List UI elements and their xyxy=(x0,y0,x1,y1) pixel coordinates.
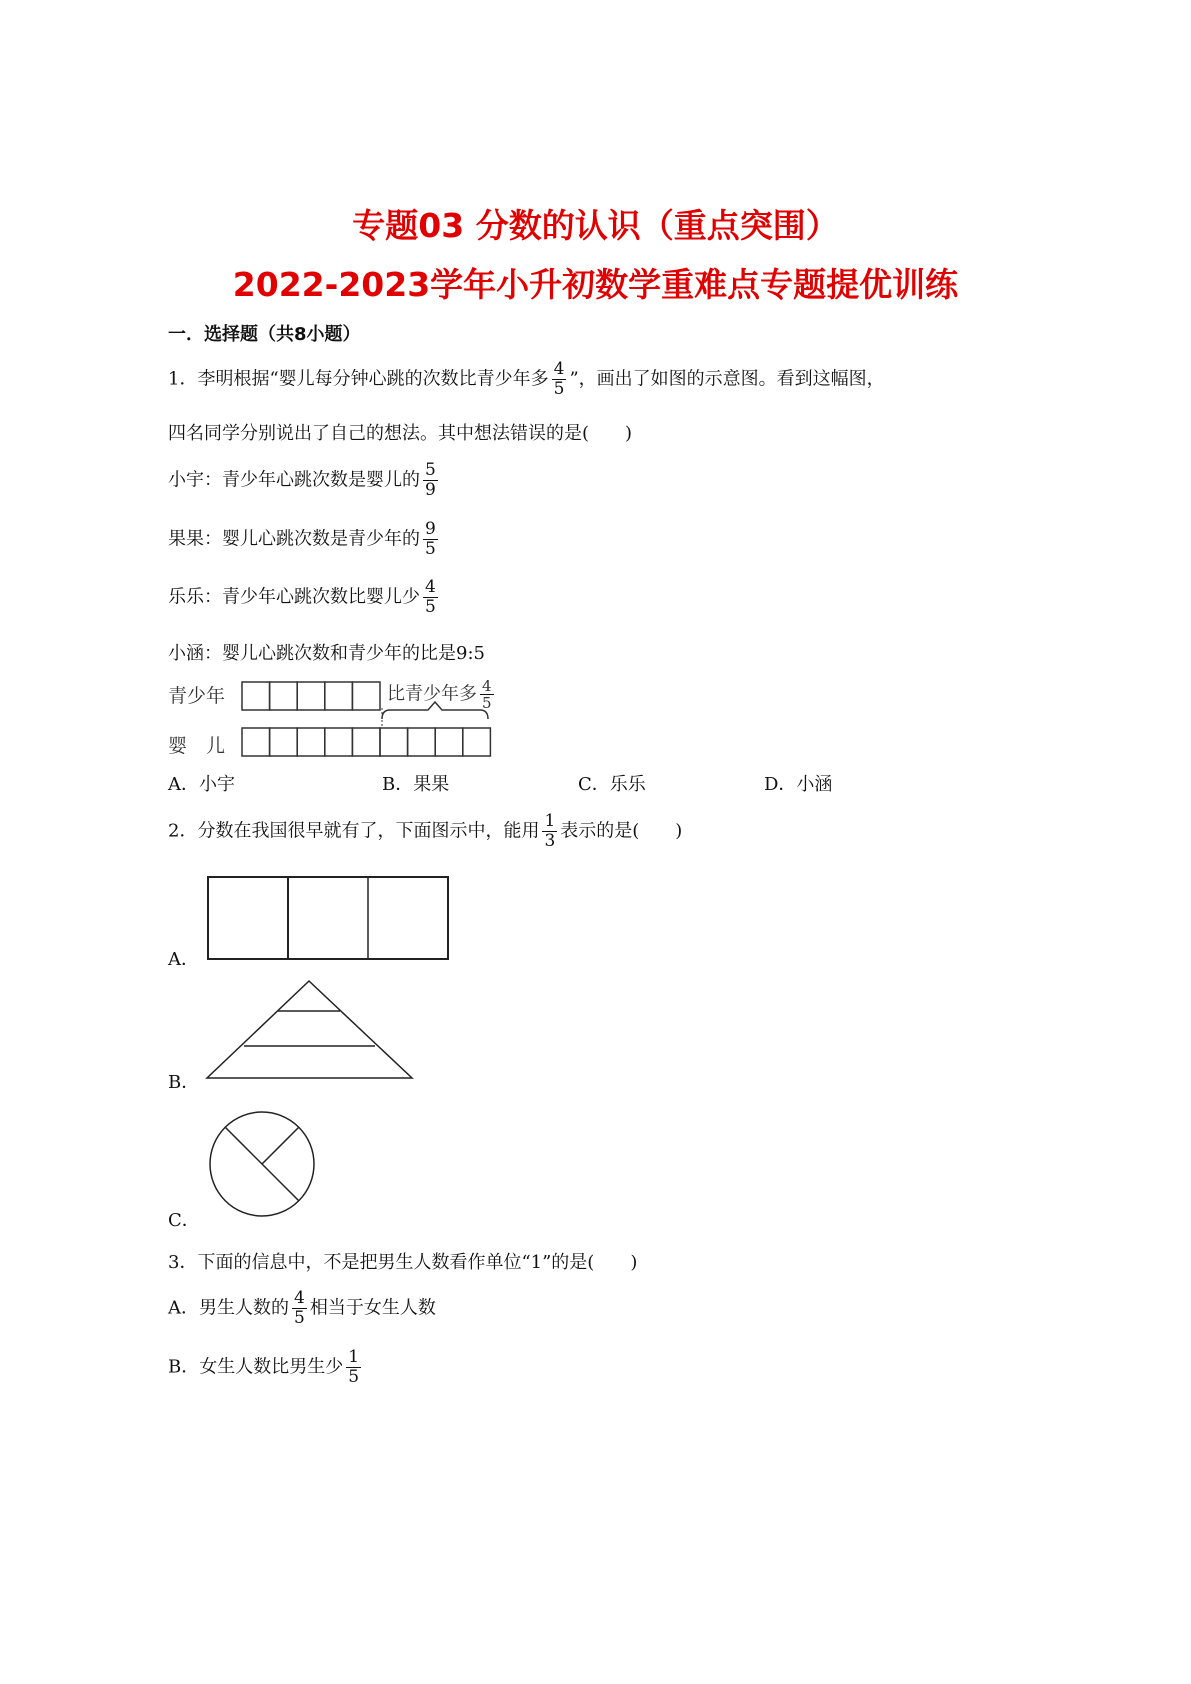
baby-cell xyxy=(463,728,491,756)
teen-cell xyxy=(297,682,325,710)
title-line-1: 专题03 分数的认识（重点突围） xyxy=(352,206,839,245)
baby-cell xyxy=(435,728,463,756)
baby-cell xyxy=(380,728,408,756)
baby-cell xyxy=(352,728,380,756)
fraction: $\frac{4}{5}$ xyxy=(553,359,565,399)
teen-cell xyxy=(270,682,298,710)
opinion-guoguo: 果果：婴儿心跳次数是青少年的 $\frac{9}{5}$ xyxy=(168,519,436,559)
q2-option-b[interactable]: B． xyxy=(168,1072,200,1093)
figure-circle xyxy=(206,1108,318,1220)
q1-text-line2: 四名同学分别说出了自己的想法。其中想法错误的是( ) xyxy=(168,423,633,444)
teen-cell xyxy=(325,682,353,710)
figure-triangle xyxy=(204,978,416,1082)
q3-option-a[interactable]: A．男生人数的 $\frac{4}{5}$ 相当于女生人数 xyxy=(168,1288,436,1328)
q1-option-d[interactable]: D．小涵 xyxy=(764,774,833,795)
q3-option-b[interactable]: B．女生人数比男生少 $\frac{1}{5}$ xyxy=(168,1347,360,1387)
baby-cell xyxy=(297,728,325,756)
q2-option-c[interactable]: C． xyxy=(168,1210,200,1231)
title-line-2: 2022-2023学年小升初数学重难点专题提优训练 xyxy=(232,265,959,304)
brace xyxy=(382,702,488,719)
baby-cell xyxy=(325,728,353,756)
bar-diagram xyxy=(240,677,500,760)
q3-text: 3．下面的信息中，不是把男生人数看作单位“1”的是( ) xyxy=(168,1252,638,1273)
opinion-xiaoyu: 小宇：青少年心跳次数是婴儿的 $\frac{5}{9}$ xyxy=(168,460,436,500)
teen-cell xyxy=(242,682,270,710)
section-heading: 一．选择题（共8小题） xyxy=(168,324,361,345)
q1-option-b[interactable]: B．果果 xyxy=(382,774,450,795)
q2-option-a[interactable]: A． xyxy=(168,949,199,970)
diagram-brace-label: 比青少年多 $\frac{4}{5}$ xyxy=(387,677,492,712)
q1-option-a[interactable]: A．小宇 xyxy=(168,774,235,795)
diagram-label-teen: 青少年 xyxy=(168,685,226,707)
opinion-lele: 乐乐：青少年心跳次数比婴儿少 $\frac{4}{5}$ xyxy=(168,577,436,617)
baby-cell xyxy=(270,728,298,756)
teen-cell xyxy=(352,682,380,710)
baby-cell xyxy=(242,728,270,756)
figure-rectangle-thirds xyxy=(205,874,451,962)
q1-text: 1．李明根据“婴儿每分钟心跳的次数比青少年多 $\frac{4}{5}$ ”，画出了如图的示意图。看到这幅图， xyxy=(168,359,885,399)
opinion-xiaohan: 小涵：婴儿心跳次数和青少年的比是9:5 xyxy=(168,643,485,664)
q2-text: 2．分数在我国很早就有了，下面图示中，能用 $\frac{1}{3}$ 表示的是( ) xyxy=(168,811,683,851)
q1-option-c[interactable]: C．乐乐 xyxy=(578,774,646,795)
baby-cell xyxy=(408,728,436,756)
diagram-label-baby: 婴 儿 xyxy=(168,735,226,757)
